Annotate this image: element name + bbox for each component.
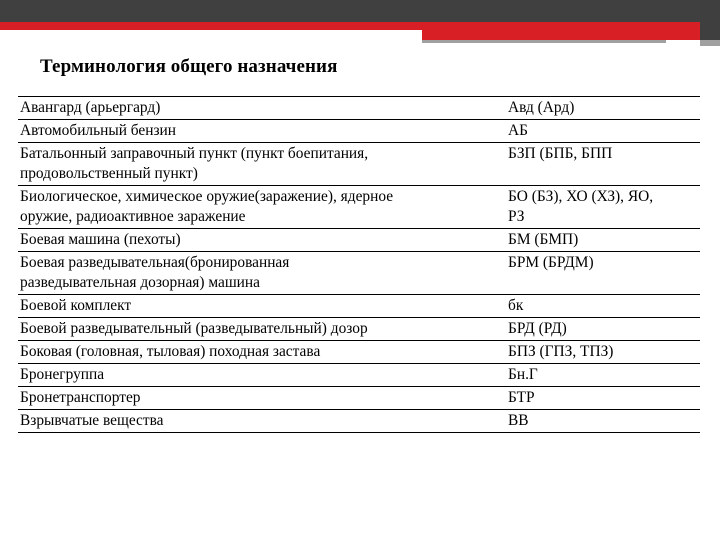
term-cell bbox=[18, 143, 506, 186]
header-dark-bar-right bbox=[700, 0, 720, 40]
table-row bbox=[18, 364, 700, 387]
table-row bbox=[18, 186, 700, 229]
abbreviation-text: Бн.Г bbox=[508, 366, 538, 383]
table-row bbox=[18, 387, 700, 410]
abbreviation-text: бк bbox=[508, 297, 524, 314]
term-text: Взрывчатые вещества bbox=[20, 412, 164, 429]
term-text: Боевой разведывательный (разведывательный) дозор bbox=[20, 320, 368, 337]
term-cell bbox=[18, 364, 506, 387]
header-grey-line bbox=[422, 40, 666, 43]
term-text: Бронегруппа bbox=[20, 366, 105, 383]
abbreviation-text: БРМ (БРДМ) bbox=[508, 254, 594, 271]
abbreviation-cell bbox=[506, 410, 700, 433]
abbreviation-text: БЗП (БПБ, БПП bbox=[508, 145, 613, 162]
term-cell bbox=[18, 252, 506, 295]
term-cell bbox=[18, 186, 506, 229]
terminology-table bbox=[18, 96, 700, 433]
abbreviation-text: Авд (Ард) bbox=[508, 99, 575, 116]
term-text: Боевая машина (пехоты) bbox=[20, 231, 181, 248]
abbreviation-text-line: РЗ bbox=[508, 208, 525, 225]
abbreviation-cell bbox=[506, 364, 700, 387]
abbreviation-text-line: БО (БЗ), ХО (ХЗ), ЯО, bbox=[508, 188, 654, 205]
term-cell bbox=[18, 387, 506, 410]
term-text-line: разведывательная дозорная) машина bbox=[20, 274, 260, 291]
table-row bbox=[18, 318, 700, 341]
term-cell bbox=[18, 318, 506, 341]
abbreviation-cell bbox=[506, 295, 700, 318]
abbreviation-cell bbox=[506, 120, 700, 143]
abbreviation-cell bbox=[506, 341, 700, 364]
abbreviation-text: ВВ bbox=[508, 412, 529, 429]
term-cell bbox=[18, 229, 506, 252]
abbreviation-text: БМ (БМП) bbox=[508, 231, 579, 248]
term-text-line: Биологическое, химическое оружие(заражение), ядерное bbox=[20, 188, 394, 205]
header-red-tab bbox=[422, 30, 700, 40]
abbreviation-cell bbox=[506, 387, 700, 410]
table-row bbox=[18, 143, 700, 186]
abbreviation-cell bbox=[506, 97, 700, 120]
term-text: Бронетранспортер bbox=[20, 389, 141, 406]
header-grey-right bbox=[700, 40, 720, 46]
term-text: Авангард (арьергард) bbox=[20, 99, 161, 116]
term-cell bbox=[18, 410, 506, 433]
term-cell bbox=[18, 341, 506, 364]
term-text-line: Боевая разведывательная(бронированная bbox=[20, 254, 290, 271]
abbreviation-cell bbox=[506, 229, 700, 252]
abbreviation-text: АБ bbox=[508, 122, 528, 139]
abbreviation-cell bbox=[506, 318, 700, 341]
abbreviation-cell bbox=[506, 143, 700, 186]
table-row bbox=[18, 229, 700, 252]
table-row bbox=[18, 252, 700, 295]
header-red-bar bbox=[0, 22, 700, 30]
term-text: Боковая (головная, тыловая) походная застава bbox=[20, 343, 321, 360]
abbreviation-text: БРД (РД) bbox=[508, 320, 567, 337]
table-row bbox=[18, 120, 700, 143]
table-row bbox=[18, 295, 700, 318]
abbreviation-text: БПЗ (ГПЗ, ТПЗ) bbox=[508, 343, 614, 360]
abbreviation-cell bbox=[506, 186, 700, 229]
term-cell bbox=[18, 97, 506, 120]
term-text: Автомобильный бензин bbox=[20, 122, 177, 139]
table-row bbox=[18, 97, 700, 120]
term-text-line: продовольственный пункт) bbox=[20, 165, 198, 182]
table-row bbox=[18, 341, 700, 364]
table-row bbox=[18, 410, 700, 433]
header-dark-bar bbox=[0, 0, 700, 22]
page-title: Терминология общего назначения bbox=[40, 56, 338, 77]
term-text: Боевой комплект bbox=[20, 297, 132, 314]
term-text-line: Батальонный заправочный пункт (пункт боепитания, bbox=[20, 145, 369, 162]
term-cell bbox=[18, 295, 506, 318]
term-cell bbox=[18, 120, 506, 143]
term-text-line: оружие, радиоактивное заражение bbox=[20, 208, 246, 225]
abbreviation-cell bbox=[506, 252, 700, 295]
abbreviation-text: БТР bbox=[508, 389, 535, 406]
